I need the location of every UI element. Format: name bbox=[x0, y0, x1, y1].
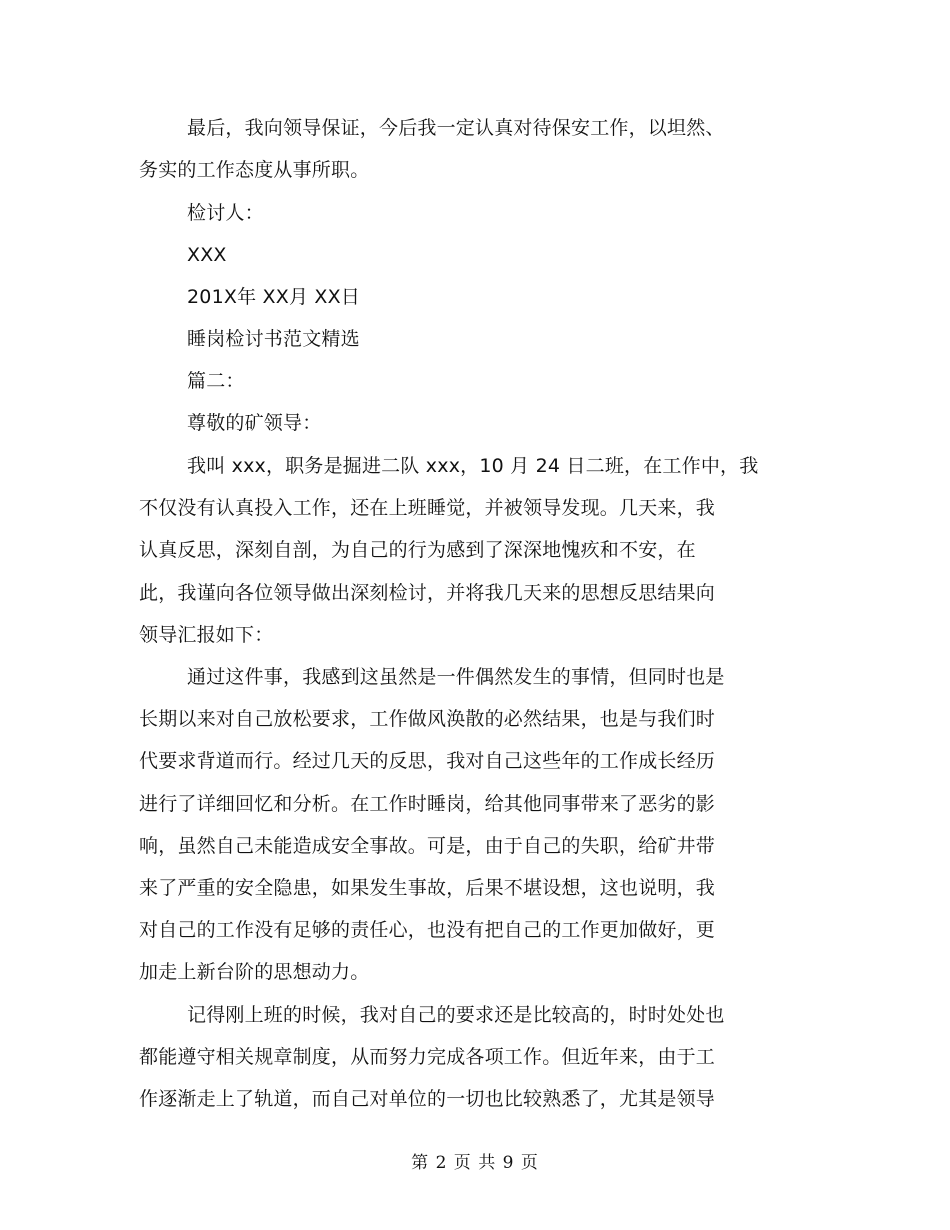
text-line: 长期以来对自己放松要求，工作做风涣散的必然结果，也是与我们时 bbox=[139, 708, 716, 730]
text-line: 对自己的工作没有足够的责任心，也没有把自己的工作更加做好，更 bbox=[139, 919, 716, 941]
text-line: 我叫 xxx，职务是掘进二队 xxx，10 月 24 日二班，在工作中，我 bbox=[187, 455, 759, 477]
text-line: 篇二： bbox=[187, 370, 245, 392]
text-line: 检讨人： bbox=[187, 202, 264, 224]
text-line: 不仅没有认真投入工作，还在上班睡觉，并被领导发现。几天来，我 bbox=[139, 497, 716, 519]
text-line: 务实的工作态度从事所职。 bbox=[139, 159, 370, 181]
text-line: 此，我谨向各位领导做出深刻检讨，并将我几天来的思想反思结果向 bbox=[139, 582, 716, 604]
text-line: 尊敬的矿领导： bbox=[187, 412, 322, 434]
text-line: 领导汇报如下： bbox=[139, 624, 274, 646]
text-line: 作逐渐走上了轨道，而自己对单位的一切也比较熟悉了，尤其是领导 bbox=[139, 1088, 716, 1110]
text-line: 睡岗检讨书范文精选 bbox=[187, 328, 360, 350]
text-line: 认真反思，深刻自剖，为自己的行为感到了深深地愧疚和不安，在 bbox=[139, 539, 696, 561]
page-number-footer: 第 2 页 共 9 页 bbox=[411, 1153, 539, 1173]
text-line: 来了严重的安全隐患，如果发生事故，后果不堪设想，这也说明，我 bbox=[139, 877, 716, 899]
text-line: 最后，我向领导保证，今后我一定认真对待保安工作，以坦然、 bbox=[187, 117, 725, 139]
text-line: 代要求背道而行。经过几天的反思，我对自己这些年的工作成长经历 bbox=[139, 750, 716, 772]
text-line: 记得刚上班的时候，我对自己的要求还是比较高的，时时处处也 bbox=[187, 1004, 725, 1026]
text-line: 201X年 XX月 XX日 bbox=[187, 286, 361, 308]
text-line: 进行了详细回忆和分析。在工作时睡岗，给其他同事带来了恶劣的影 bbox=[139, 793, 716, 815]
text-line: XXX bbox=[187, 244, 227, 266]
text-line: 都能遵守相关规章制度，从而努力完成各项工作。但近年来，由于工 bbox=[139, 1046, 716, 1068]
text-line: 通过这件事，我感到这虽然是一件偶然发生的事情，但同时也是 bbox=[187, 666, 725, 688]
text-line: 响，虽然自己未能造成安全事故。可是，由于自己的失职，给矿井带 bbox=[139, 835, 716, 857]
text-line: 加走上新台阶的思想动力。 bbox=[139, 961, 370, 983]
